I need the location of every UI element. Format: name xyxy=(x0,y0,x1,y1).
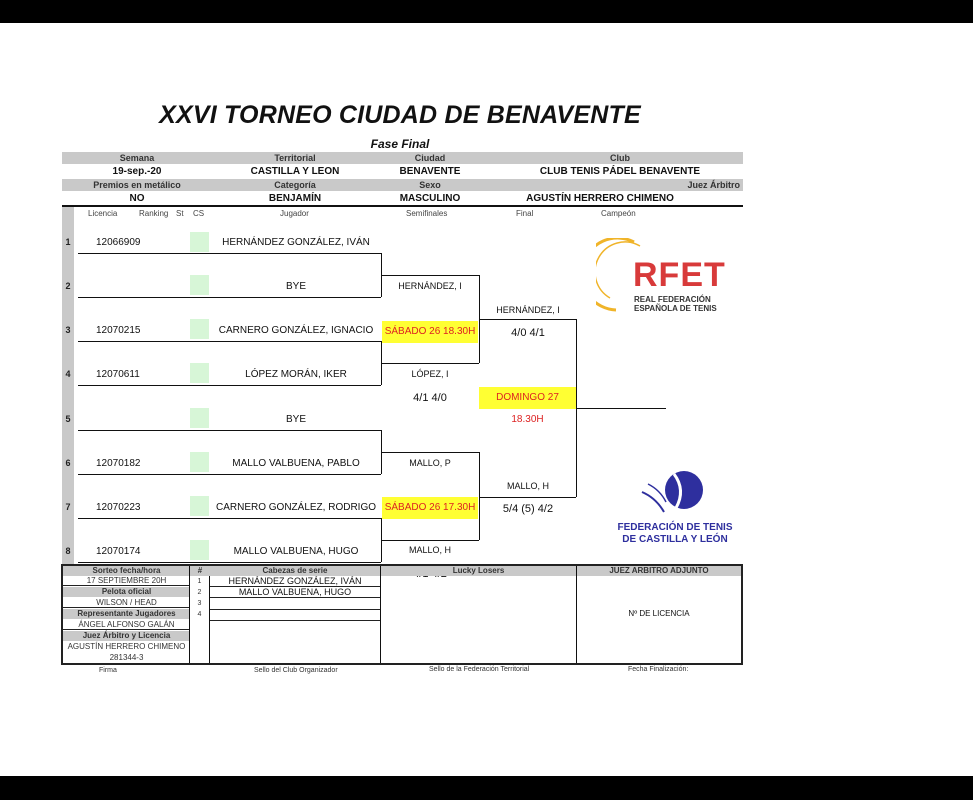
lucky-losers-label: Lucky Losers xyxy=(381,566,576,576)
player-name: CARNERO GONZÁLEZ, IGNACIO xyxy=(218,325,374,336)
seed-number: 2 xyxy=(197,589,202,596)
territorial-label: Territorial xyxy=(274,153,316,163)
bracket-line xyxy=(78,385,381,386)
rep-label: Representante Jugadores xyxy=(63,609,190,619)
juez-licencia-name: AGUSTÍN HERRERO CHIMENO xyxy=(67,642,186,651)
player-name: BYE xyxy=(285,414,306,425)
player-licencia: 12070182 xyxy=(96,458,141,469)
seed-number: 3 xyxy=(197,600,202,607)
col-cs: CS xyxy=(193,209,205,218)
champion-line xyxy=(576,408,666,409)
rfet-line1: REAL FEDERACIÓN xyxy=(634,295,711,304)
juez-licencia-label: Juez Árbitro y Licencia xyxy=(63,631,190,641)
player-licencia: 12070611 xyxy=(96,369,140,380)
footer-divider xyxy=(380,566,381,663)
player-licencia: 12070223 xyxy=(96,502,141,513)
cs-cell xyxy=(190,319,209,339)
fcyl-line1: FEDERACIÓN DE TENIS xyxy=(617,522,733,533)
phase-subtitle: Fase Final xyxy=(370,137,430,151)
categoria-label: Categoría xyxy=(274,180,316,190)
player-number: 6 xyxy=(65,458,71,468)
player-name: MALLO VALBUENA, HUGO xyxy=(233,546,359,557)
pelota-value: WILSON / HEAD xyxy=(63,598,190,608)
territorial-value: CASTILLA Y LEON xyxy=(250,166,340,177)
player-number: 1 xyxy=(65,237,71,247)
sello-club-caption: Sello del Club Organizador xyxy=(254,667,338,674)
juez-label: Juez Árbitro xyxy=(687,180,740,190)
final-line xyxy=(479,319,576,320)
player-name: HERNÁNDEZ GONZÁLEZ, IVÁN xyxy=(222,237,370,248)
player-name: BYE xyxy=(285,281,306,292)
tournament-title: XXVI TORNEO CIUDAD DE BENAVENTE xyxy=(159,101,641,129)
seed-hash: # xyxy=(197,566,203,575)
semifinal-winner: HERNÁNDEZ, I xyxy=(398,281,462,291)
col-st: St xyxy=(176,209,184,218)
cs-cell xyxy=(190,540,209,560)
final-winner: HERNÁNDEZ, I xyxy=(496,305,560,315)
pelota-label: Pelota oficial xyxy=(63,587,190,597)
bracket-line xyxy=(78,297,381,298)
bracket-line xyxy=(78,341,381,342)
bracket-line xyxy=(78,518,381,519)
seed-name: MALLO VALBUENA, HUGO xyxy=(210,587,380,598)
juez-licencia-number: 281344-3 xyxy=(109,653,144,662)
match-schedule: SÁBADO 26 17.30H xyxy=(382,497,478,519)
final-winner: MALLO, H xyxy=(506,481,549,491)
firma-caption: Firma xyxy=(99,667,117,674)
fcyl-logo xyxy=(610,468,740,548)
seed-number: 4 xyxy=(197,611,202,618)
col-semifinales: Semifinales xyxy=(406,209,448,218)
col-ranking: Ranking xyxy=(139,209,169,218)
col-campeon: Campeón xyxy=(601,209,636,218)
cs-cell xyxy=(190,496,209,516)
cs-cell xyxy=(190,275,209,295)
cs-cell xyxy=(190,232,209,252)
sorteo-label: Sorteo fecha/hora xyxy=(63,566,190,576)
player-licencia: 12070174 xyxy=(96,546,141,557)
match-schedule: SÁBADO 26 18.30H xyxy=(382,321,478,343)
cs-cell xyxy=(190,408,209,428)
sorteo-value: 17 SEPTIEMBRE 20H xyxy=(63,576,190,586)
semana-value: 19-sep.-20 xyxy=(112,166,162,177)
bracket-line xyxy=(78,474,381,475)
semifinal-line xyxy=(381,363,479,364)
rfet-wordmark: RFET xyxy=(633,256,726,294)
rfet-logo xyxy=(596,238,736,318)
bracket-connector xyxy=(479,452,480,540)
sexo-value: MASCULINO xyxy=(399,193,461,204)
semifinal-line xyxy=(381,275,479,276)
sexo-label: Sexo xyxy=(419,180,441,190)
match-result: 4/1 4/0 xyxy=(413,392,447,404)
semifinal-winner: MALLO, H xyxy=(408,545,451,555)
col-licencia: Licencia xyxy=(88,209,118,218)
player-number: 5 xyxy=(65,414,71,424)
player-number: 2 xyxy=(65,281,71,291)
seed-number: 1 xyxy=(197,578,202,585)
number-column-band xyxy=(62,207,74,567)
ciudad-label: Ciudad xyxy=(414,153,446,163)
semifinal-winner: LÓPEZ, I xyxy=(411,369,449,379)
col-final: Final xyxy=(516,209,534,218)
final-line xyxy=(479,497,576,498)
bracket-line xyxy=(78,562,381,563)
sello-fed-caption: Sello de la Federación Territorial xyxy=(429,666,530,673)
match-result: 4/0 4/1 xyxy=(511,327,545,339)
premios-value: NO xyxy=(129,193,145,204)
seeds-label: Cabezas de serie xyxy=(262,566,328,575)
cs-cell xyxy=(190,363,209,383)
club-label: Club xyxy=(610,153,630,163)
player-number: 4 xyxy=(65,369,71,379)
fecha-fin-caption: Fecha Finalización: xyxy=(628,666,689,673)
semifinal-line xyxy=(381,540,479,541)
bracket-line xyxy=(78,430,381,431)
club-value: CLUB TENIS PÁDEL BENAVENTE xyxy=(539,166,701,177)
seed-name xyxy=(210,609,380,621)
player-number: 8 xyxy=(65,546,71,556)
licencia-label: Nº DE LICENCIA xyxy=(628,609,690,618)
rep-value: ÁNGEL ALFONSO GALÁN xyxy=(63,620,190,630)
ciudad-value: BENAVENTE xyxy=(399,166,461,177)
player-number: 3 xyxy=(65,325,71,335)
cs-cell xyxy=(190,452,209,472)
bracket-line xyxy=(78,253,381,254)
semifinal-line xyxy=(381,452,479,453)
fcyl-ball-icon xyxy=(640,468,712,516)
player-licencia: 12070215 xyxy=(96,325,141,336)
juez-value: AGUSTÍN HERRERO CHIMENO xyxy=(526,193,674,204)
rfet-line2: ESPAÑOLA DE TENIS xyxy=(634,304,717,313)
player-licencia: 12066909 xyxy=(96,237,141,248)
player-number: 7 xyxy=(65,502,71,512)
player-name: LÓPEZ MORÁN, IKER xyxy=(245,369,347,380)
header-divider xyxy=(62,205,743,207)
match-result: 5/4 (5) 4/2 xyxy=(502,503,554,515)
player-name: MALLO VALBUENA, PABLO xyxy=(232,458,360,469)
seed-name: HERNÁNDEZ GONZÁLEZ, IVÁN xyxy=(210,576,380,587)
semana-label: Semana xyxy=(119,153,155,163)
draw-sheet xyxy=(0,23,973,776)
categoria-value: BENJAMÍN xyxy=(268,193,322,204)
fcyl-line2: DE CASTILLA Y LEÓN xyxy=(622,534,728,545)
player-name: CARNERO GONZÁLEZ, RODRIGO xyxy=(215,502,376,513)
juez-adjunto-label: JUEZ ARBITRO ADJUNTO xyxy=(577,566,741,576)
col-jugador: Jugador xyxy=(280,209,309,218)
final-schedule: DOMINGO 27 18.30H xyxy=(479,387,576,409)
semifinal-winner: MALLO, P xyxy=(409,458,451,468)
premios-label: Premios en metálico xyxy=(93,180,181,190)
